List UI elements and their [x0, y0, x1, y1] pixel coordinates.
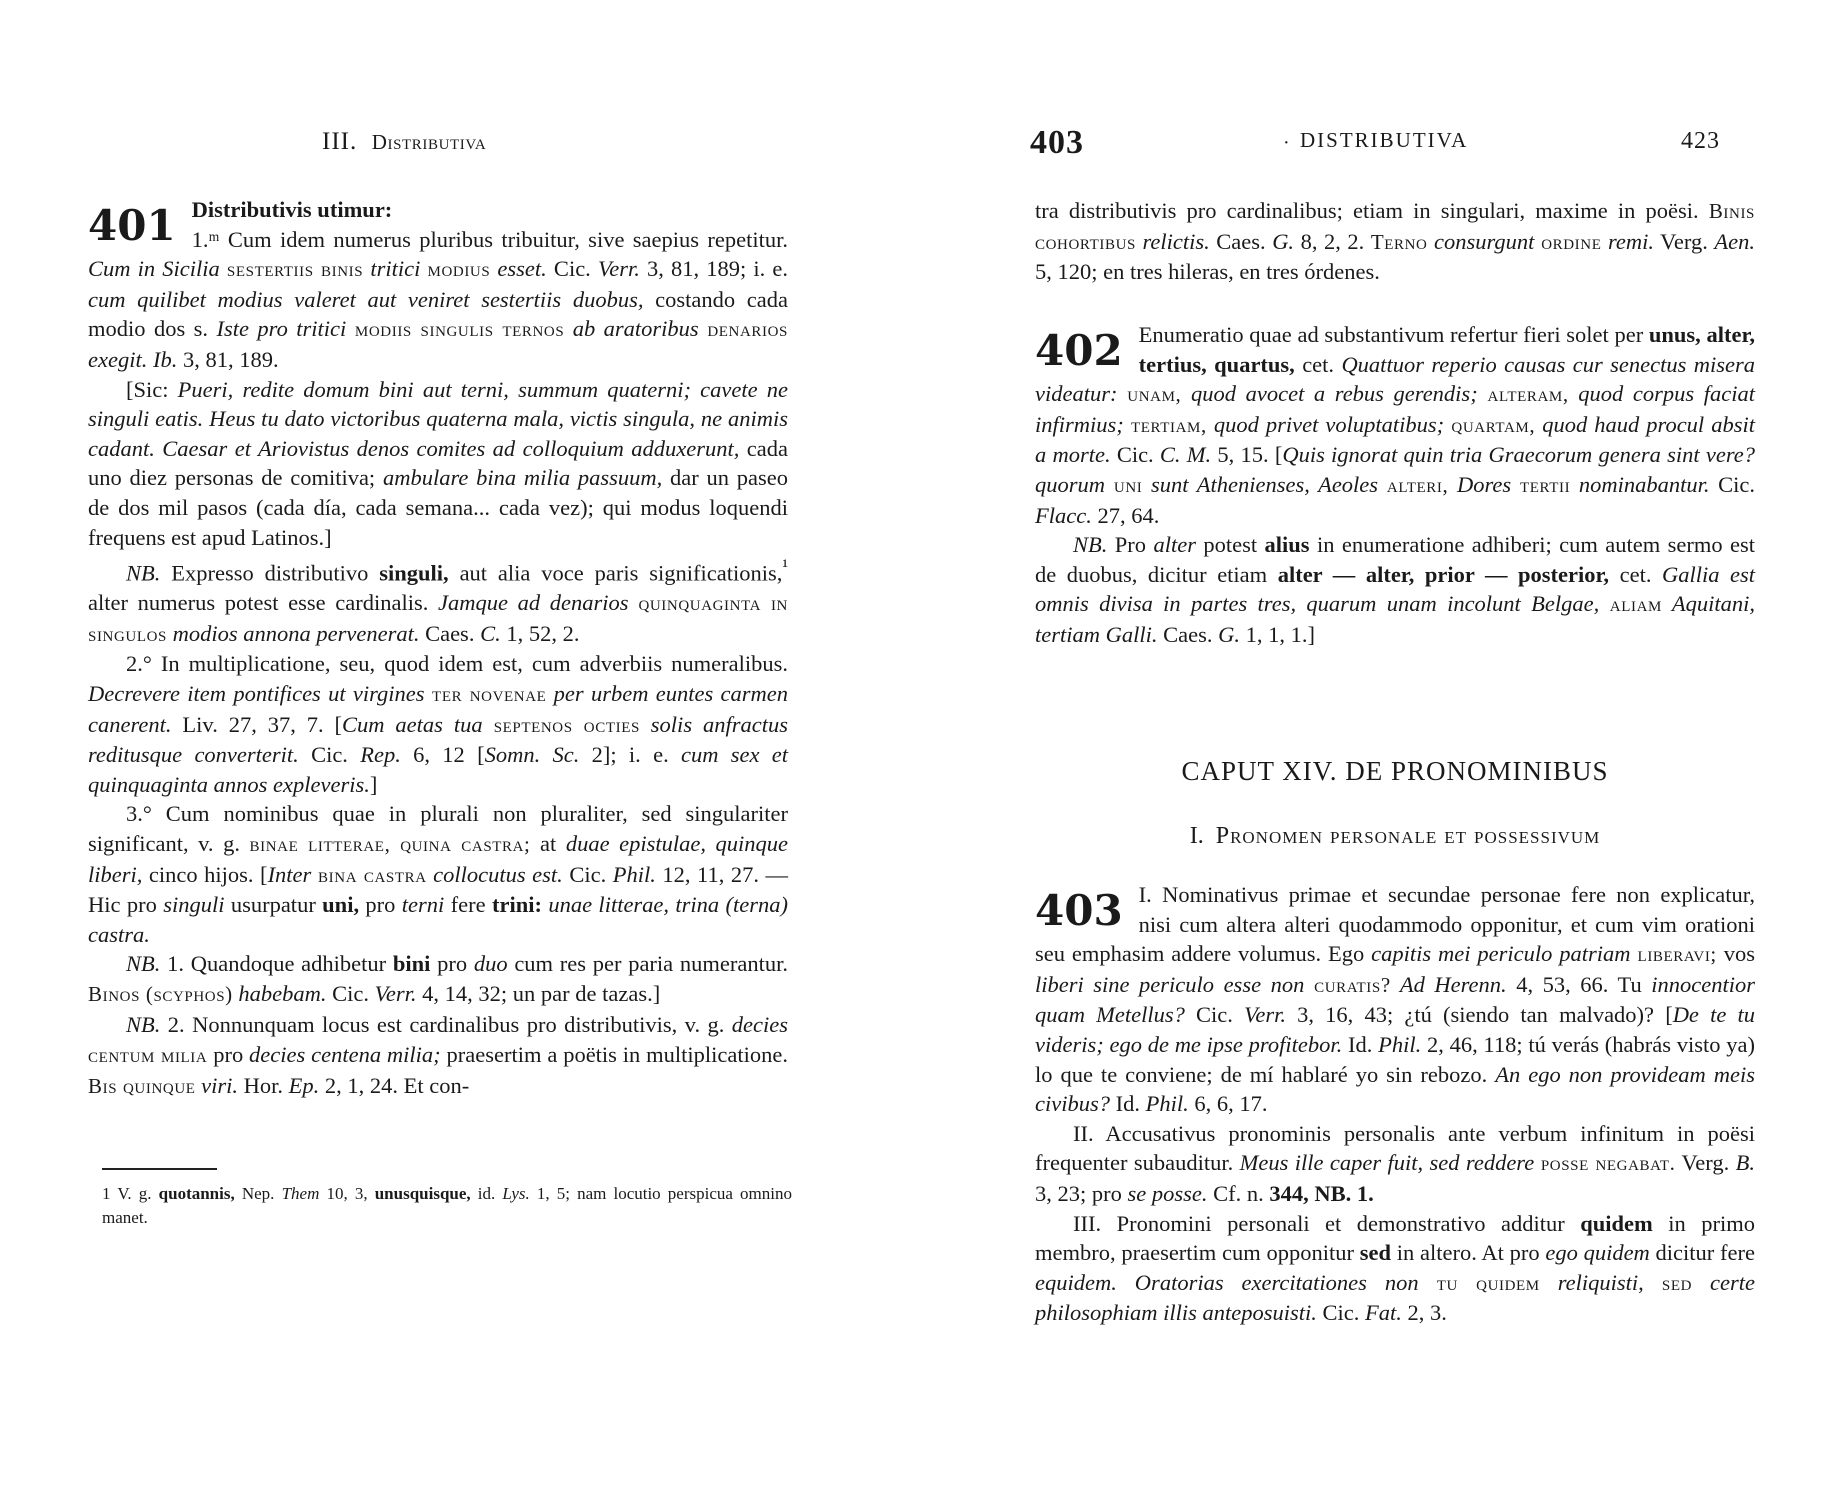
running-head-section-number: 403	[1030, 124, 1084, 161]
paragraph-7: NB. 2. Nonnunquam locus est cardinalibus pro distributivis, v. g. decies centum milia pro decies centena milia; praesertim a poëtis in multiplicatione. Bis quinque viri. Hor. Ep. 2, 1, 24. Et con-	[88, 1011, 788, 1098]
footnote-rule	[102, 1168, 217, 1170]
section-402	[1035, 320, 1755, 650]
continuation-text: tra distributivis pro cardinalibus; etiam in singulari, maxime in poësi. Binis cohortibus relictis. Caes. G. 8, 2, 2. Terno consurgunt ordine remi. Verg. Aen. 5, 120; en tres hileras, en tres órdenes.	[1035, 198, 1755, 285]
running-head-dot: ·	[1283, 132, 1290, 154]
running-head-number: III.	[322, 128, 358, 155]
left-running-head	[322, 128, 486, 156]
right-page	[915, 0, 1830, 1500]
chapter-title: CAPUT XIV. DE PRONOMINIBUS	[1181, 756, 1609, 786]
section-number: 401	[88, 201, 176, 250]
paragraph-6: NB. 1. Quandoque adhibetur bini pro duo cum res per paria numerantur. Binos (scyphos) habebam. Cic. Verr. 4, 14, 32; un par de tazas.]	[88, 951, 788, 1006]
paragraph-2: II. Accusativus pronominis personalis ante verbum infinitum in poësi frequenter subauditur. Meus ille caper fuit, sed reddere posse negabat. Verg. B. 3, 23; pro se posse. Cf. n. 344, NB. 1.	[1035, 1120, 1755, 1206]
section-heading: I. Pronomen personale et possessivum	[1189, 823, 1601, 849]
paragraph-1: Enumeratio quae ad substantivum refertur fieri solet per unus, alter, tertius, quartus, cet. Quattuor reperio causas cur senectus misera videatur: unam, quod avocet a rebus gerendis; alteram, quod corpus faciat infirmius; tertiam, quod privet voluptatibus; quartam, quod haud procul absit a morte. Cic. C. M. 5, 15. [Quis ignorat quin tria Graecorum genera sint vere? quorum uni sunt Athenienses, Aeoles alteri, Dores tertii nominabantur. Cic. Flacc. 27, 64.	[1035, 322, 1756, 528]
page-number: 423	[1681, 128, 1720, 154]
footnote-ref: ¹	[782, 556, 788, 578]
paragraph-3: NB. Expresso distributivo singuli, aut alia voce paris significationis,$^{^1}$ alter numerus potest esse cardinalis. Jamque ad denarios quinquaginta in singulos modios annona pervenerat. Caes. C. 1, 52, 2.	[88, 556, 788, 646]
section-intro: Distributivis utimur:	[191, 197, 393, 222]
paragraph-1: 1.ᵐ Cum idem numerus pluribus tribuitur, sive saepius repetitur. Cum in Sicilia sestertiis binis tritici modius esset. Cic. Verr. 3, 81, 189; i. e. cum quilibet modius valeret aut veniret sestertiis duobus, costando cada modio dos s. Iste pro tritici modiis singulis ternos ab aratoribus denarios exegit. Ib. 3, 81, 189.	[88, 226, 789, 372]
paragraph-4: 2.° In multiplicatione, seu, quod idem est, cum adverbiis numeralibus. Decrevere item pontifices ut virgines ter novenae per urbem euntes carmen canerent. Liv. 27, 37, 7. [Cum aetas tua septenos octies solis anfractus reditusque converterit. Cic. Rep. 6, 12 [Somn. Sc. 2]; i. e. cum sex et quinquaginta annos expleveris.]	[88, 651, 789, 797]
section-number: 403	[1035, 886, 1123, 935]
paragraph-1: I. Nominativus primae et secundae personae fere non explicatur, nisi cum altera alteri quodammodo opponitur, et cum vim orationi seu emphasim addere volumus. Ego capitis mei periculo patriam liberavi; vos liberi sine periculo esse non curatis? Ad Herenn. 4, 53, 66. Tu innocentior quam Metellus? Cic. Verr. 3, 16, 43; ¿tú (siendo tan malvado)? [De te tu videris; ego de me ipse profitebor. Id. Phil. 2, 46, 118; tú verás (habrás visto ya) lo que te conviene; de mí hablaré yo sin rebozo. An ego non provideam meis civibus? Id. Phil. 6, 6, 17.	[1035, 882, 1756, 1117]
paragraph-5: 3.° Cum nominibus quae in plurali non pluraliter, sed singulariter significant, v. g. binae litterae, quina castra; at duae epistulae, quinque liberi, cinco hijos. [Inter bina castra collocutus est. Cic. Phil. 12, 11, 27. — Hic pro singuli usurpatur uni, pro terni fere trini: unae litterae, trina (terna) castra.	[88, 801, 789, 947]
section-number: 402	[1035, 326, 1123, 375]
section-403	[1035, 880, 1755, 1328]
paragraph-3: III. Pronomini personali et demonstrativo additur quidem in primo membro, praesertim cum opponitur sed in altero. At pro ego quidem dicitur fere equidem. Oratorias exercitationes non tu quidem reliquisti, sed certe philosophiam illis anteposuisti. Cic. Fat. 2, 3.	[1035, 1210, 1755, 1326]
footnote: 1 V. g. quotannis, Nep. Them 10, 3, unusquisque, id. Lys. 1, 5; nam locutio perspicua omnino manet.	[102, 1184, 793, 1227]
running-head-title: Distributiva	[371, 130, 487, 154]
paragraph-2: [Sic: Pueri, redite domum bini aut terni, summum quaterni; cavete ne singuli eatis. Heus tu dato victoribus quaterna mala, victis singula, ne animis cadant. Caesar et Ariovistus denos comites ad colloquium adduxerunt, cada uno diez personas de comitiva; ambulare bina milia passuum, dar un paseo de dos mil pasos (cada día, cada semana... cada vez); qui modus loquendi frequens est apud Latinos.]	[88, 376, 788, 550]
section-401	[88, 195, 788, 1101]
paragraph-2: NB. Pro alter potest alius in enumeratione adhiberi; cum autem sermo est de duobus, dicitur etiam alter — alter, prior — posterior, cet. Gallia est omnis divisa in partes tres, quarum unam incolunt Belgae, aliam Aquitani, tertiam Galli. Caes. G. 1, 1, 1.]	[1035, 532, 1756, 647]
right-running-head: DISTRIBUTIVA	[1300, 128, 1469, 152]
